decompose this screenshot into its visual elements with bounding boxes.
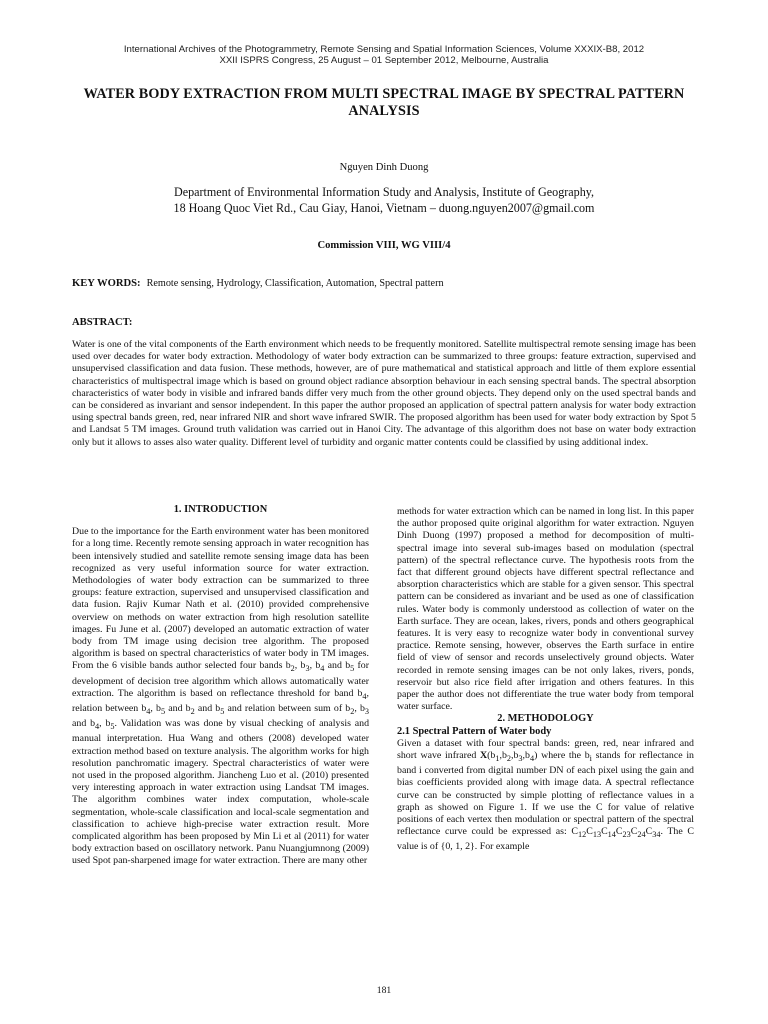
keywords-label: KEY WORDS:: [72, 278, 141, 289]
running-header-line1: International Archives of the Photogrammetry, Remote Sensing and Spatial Information Sciences, Volume XXXIX-B8, 2012: [123, 44, 645, 55]
paper-title: WATER BODY EXTRACTION FROM MULTI SPECTRAL IMAGE BY SPECTRAL PATTERN ANALYSIS: [83, 86, 685, 119]
methodology-paragraph: Given a dataset with four spectral bands: green, red, near infrared and short wave infrared $X(b_1,b_2,b_3,b_4)$ where the $b_i$ stands for reflectance in band i converted from digital number DN of each pixel using the gain and bias coefficients provided along with image data. A spectral reflectance curve can be constructed by simple plotting of reflectance values in a graph as showed on Figure 1. If we use the C for value of relative positions of each vertex then modulation or spectral pattern of the spectral reflectance curve could be expressed as: $C_{12}C_{13}C_{14}C_{23}C_{24}C_{34}$. The C value is of {0, 1, 2}. For example: [397, 737, 694, 853]
introduction-heading: 1. INTRODUCTION: [173, 504, 268, 515]
abstract-label: ABSTRACT:: [72, 317, 133, 328]
keywords-text: Remote sensing, Hydrology, Classification, Automation, Spectral pattern: [146, 278, 444, 289]
affiliation: [0, 184, 768, 216]
author-name: Nguyen Dinh Duong: [339, 162, 429, 173]
abstract-text: Water is one of the vital components of the Earth environment which needs to be frequently monitored. Satellite multispectral remote sensing image has been used over decades for water body extraction. Methodology of water body extraction can be summarized to three groups: feature extraction, supervised and unsupervised classification and data fusion. These methods, however, are of pure mathematical and statistical approach and little of them explore essential characteristics of multispectral image which is based on ground object radiance absorption behaviour in each sensing spectral bands. The spectral absorption characteristics of water body in visible and infrared bands differ very much from the other ground objects. They depend only on the used spectral bands and can be considered as invariant and sensor independent. In this paper the author proposed an application of spectral pattern analysis for water body extraction using spectral bands green, red, near infrared NIR and short wave infrared SWIR. The proposed algorithm has been used for water body extraction by Spot 5 and Landsat 5 TM images. Ground truth validation was carried out in Hanoi City. The advantage of this algorithm does not base on water body extraction only but it allows to asses also water quality. Different level of turbidity and organic matter contents could be classified by using additional index.: [72, 339, 696, 448]
left-column: [72, 504, 369, 868]
page-number: 181: [376, 985, 392, 996]
introduction-continued: methods for water extraction which can be named in long list. In this paper the author proposed quite original algorithm for water extraction. Nguyen Dinh Duong (1997) proposed a method for decomposition of multi-spectral image into several sub-images based on modulation (spectral pattern) of the spectral reflectance curve. The hypothesis roots from the fact that different ground objects have different spectral reflectance and absorption characteristics which are stable for a given sensor. This spectral pattern can be considered as invariant and be used as one of classification rules. Water body is commonly understood as collection of water on the Earth surface. They are ocean, lakes, rivers, ponds and others geographical features. It is very easy to recognize water body in conventional survey practice. Remote sensing, however, observes the Earth surface in entire field of view of sensor and records unselectively ground objects. Water recorded in remote sensing images can be not only lakes, rivers, ponds, reservoir but also rice field after irrigation and others features. In this paper the author does not differentiate the true water body from temporal water surface.: [397, 506, 694, 713]
affiliation-line2: 18 Hoang Quoc Viet Rd., Cau Giay, Hanoi, Vietnam – duong.nguyen2007@gmail.com: [173, 201, 595, 215]
running-header-line2: XXII ISPRS Congress, 25 August – 01 September 2012, Melbourne, Australia: [219, 55, 549, 66]
keywords: [72, 278, 444, 289]
methodology-heading: 2. METHODOLOGY: [497, 713, 594, 725]
right-column: [397, 506, 694, 854]
subsection-heading: 2.1 Spectral Pattern of Water body: [397, 725, 552, 737]
introduction-paragraph: Due to the importance for the Earth environment water has been monitored for a long time. Recently remote sensing approach in water recognition has been intensively studied and satellite remote sensing image data has been recognized as very useful information source for water extraction. Methodologies of water body extraction can be summarized to three groups: feature extraction, supervised and unsupervised classification and data fusion. Rajiv Kumar Nath et al. (2010) provided comprehensive overview on methods on water extraction from high resolution satellite images. Fu June et al. (2007) developed an automatic extraction of water body from TM image using decision tree algorithm. The proposed algorithm is based on spectral characteristics of water body in TM images. From the 6 visible bands author selected four bands $b_2$, $b_3$, $b_4$ and $b_5$ for development of decision tree algorithm which allows automatically water extraction. The algorithm is based on reflectance threshold for band $b_4$, relation between $b_4$, $b_5$ and $b_2$ and $b_5$ and relation between sum of $b_2$, $b_3$ and $b_4$, $b_5$. Validation was was done by visual checking of analysis and manual interpretation. Hua Wang and others (2008) developed water extraction method based on texture analysis. The algorithm works for high resolution panchromatic imagery. Spectral characteristics of water were not used in the proposed algorithm. Jiancheng Luo et al. (2010) presented very interesting approach in water extraction using Landsat TM images. The algorithm combines water index computation, whole-scale segmentation, whole-scale classification and local-scale segmentation and classification to achieve high-precise water extraction result. More complicated algorithm has been proposed by Min Li et al (2011) for water body extraction based on oscillatory network. Panu Nuangjumnong (2009) used Spot pan-sharpened image for water extraction. There are many other: [72, 526, 370, 867]
affiliation-line1: Department of Environmental Information Study and Analysis, Institute of Geography,: [173, 185, 595, 199]
commission: Commission VIII, WG VIII/4: [317, 240, 451, 251]
